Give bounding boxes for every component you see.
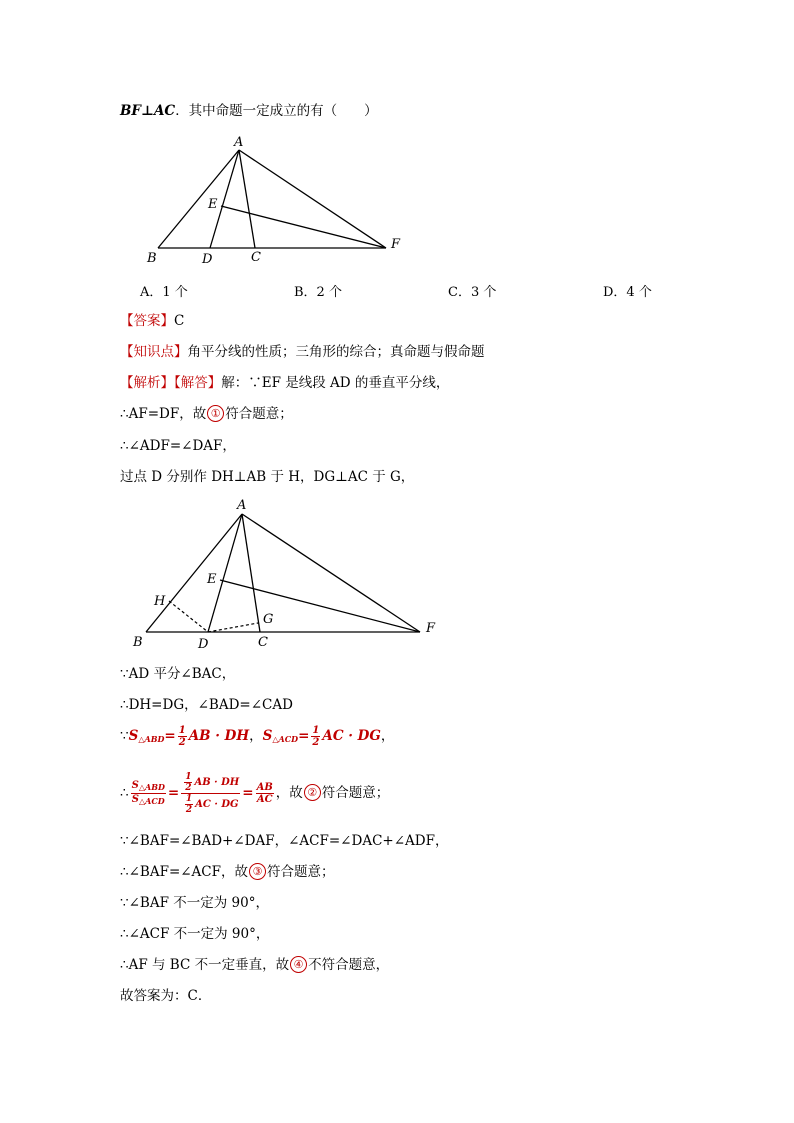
- fig1-label-C: C: [251, 250, 261, 265]
- mid-half-num-2: 1: [185, 794, 193, 804]
- solution-line-14: 故答案为：C．: [120, 988, 212, 1004]
- ratio-fraction-right: [256, 782, 274, 805]
- solution-text-8a: ，故: [275, 785, 303, 801]
- solution-line-7: [120, 723, 394, 752]
- knowledge-value: 角平分线的性质；三角形的综合；真命题与假命题: [187, 344, 485, 360]
- half-fraction-1: [178, 725, 187, 748]
- ratio-den-sub: △ACD: [139, 796, 165, 806]
- half-num-2: 1: [312, 725, 320, 736]
- solution-text-13b: 不符合题意，: [308, 957, 390, 973]
- solution-text-2a: ∴AF=DF，故: [120, 406, 207, 422]
- solution-line-1: [120, 374, 449, 392]
- solution-line-10: [120, 863, 335, 881]
- comma-2: ，: [380, 728, 395, 744]
- figure-1: [140, 132, 420, 267]
- ratio-den-s: S: [131, 794, 140, 805]
- knowledge-label: 【知识点】: [120, 344, 188, 360]
- therefore-symbol: ∴: [120, 785, 129, 801]
- ratio-right-den: AC: [256, 794, 273, 805]
- ratio-mid-num-text: AB · DH: [194, 777, 240, 788]
- fig2-label-F: F: [426, 621, 436, 636]
- option-c: C．3 个: [448, 285, 497, 300]
- fig2-label-H: H: [154, 594, 166, 609]
- option-d: D．4 个: [603, 285, 652, 300]
- ratio-fraction-left: [131, 780, 166, 807]
- ratio-left-den: [131, 794, 166, 807]
- circle-3: ③: [249, 863, 266, 880]
- knowledge-line: [120, 343, 485, 361]
- ratio-right-num: AB: [256, 782, 273, 793]
- equals-3: =: [167, 785, 180, 801]
- because-symbol: ∵: [120, 728, 129, 744]
- fig1-label-E: E: [208, 197, 218, 212]
- area-s-abd-sub: △ABD: [138, 734, 165, 744]
- comma-1: ，: [249, 728, 263, 744]
- solution-text-8b: 符合题意；: [321, 785, 390, 801]
- ratio-num-sub: △ABD: [138, 782, 165, 792]
- fig2-label-C: C: [258, 635, 268, 650]
- option-a: A．1 个: [140, 285, 188, 300]
- area-abd-rhs: AB · DH: [188, 728, 250, 744]
- solution-text-10b: 符合题意；: [267, 864, 335, 880]
- fig2-label-A: A: [237, 498, 247, 513]
- equals-2: =: [298, 728, 310, 744]
- solution-line-8: [120, 770, 389, 816]
- area-s-acd-sub: △ACD: [272, 734, 299, 744]
- solution-line-5: ∵AD 平分∠BAC，: [120, 666, 236, 682]
- fig2-label-B: B: [133, 635, 143, 650]
- ratio-num-s: S: [131, 780, 139, 791]
- fig2-label-G: G: [263, 612, 274, 627]
- solution-line-4: 过点 D 分别作 DH⊥AB 于 H，DG⊥AC 于 G，: [120, 469, 415, 485]
- solution-line-13: [120, 956, 389, 974]
- ratio-mid-num-half: [184, 772, 192, 793]
- fig1-label-A: A: [234, 135, 244, 150]
- mid-half-den-2: 2: [185, 805, 193, 815]
- circle-4: ④: [290, 956, 307, 973]
- option-b: B．2 个: [294, 285, 342, 300]
- answer-label: 【答案】: [120, 313, 174, 329]
- solution-label: 【解析】【解答】: [120, 375, 222, 391]
- solution-text-13a: ∴AF 与 BC 不一定垂直，故: [120, 957, 290, 973]
- fig1-label-F: F: [391, 237, 401, 252]
- ratio-mid-den: [181, 794, 240, 815]
- ratio-mid-den-text: AC · DG: [195, 799, 239, 810]
- ratio-mid-num: [181, 772, 240, 794]
- figure-2: [130, 494, 450, 654]
- solution-line-6: ∴DH=DG，∠BAD=∠CAD: [120, 697, 293, 713]
- area-s-acd: S: [262, 728, 273, 744]
- solution-text-2b: 符合题意；: [225, 406, 293, 422]
- ratio-mid-den-half: [185, 794, 193, 815]
- circle-2: ②: [304, 784, 321, 801]
- half-den-2: 2: [312, 737, 320, 748]
- solution-text-10a: ∴∠BAF=∠ACF，故: [120, 864, 249, 880]
- answer-value: C: [174, 313, 185, 329]
- solution-line-9: ∵∠BAF=∠BAD+∠DAF，∠ACF=∠DAC+∠ADF，: [120, 833, 449, 849]
- circle-1: ①: [207, 405, 224, 422]
- mid-half-den-1: 2: [185, 783, 192, 793]
- half-num-1: 1: [178, 725, 186, 736]
- area-s-abd: S: [128, 728, 139, 744]
- half-fraction-2: [311, 725, 320, 748]
- solution-line-11: ∵∠BAF 不一定为 90°，: [120, 895, 269, 911]
- fig1-label-D: D: [202, 252, 213, 267]
- equals-4: =: [242, 785, 254, 801]
- ratio-fraction-middle: [181, 772, 240, 815]
- solution-line-2: [120, 405, 293, 423]
- mid-half-num-1: 1: [185, 772, 192, 782]
- fig2-label-D: D: [198, 637, 209, 652]
- fig1-label-B: B: [147, 251, 157, 266]
- equals-1: =: [164, 728, 176, 744]
- solution-text-1: 解：∵EF 是线段 AD 的垂直平分线，: [221, 375, 450, 391]
- answer-line: [120, 312, 184, 330]
- half-den-1: 2: [178, 737, 186, 748]
- ratio-left-num: [131, 780, 166, 794]
- area-acd-rhs: AC · DG: [322, 728, 381, 744]
- solution-line-12: ∴∠ACF 不一定为 90°，: [120, 926, 270, 942]
- solution-line-3: ∴∠ADF=∠DAF，: [120, 438, 236, 454]
- question-tail: [120, 102, 378, 120]
- question-math: BF⊥AC: [120, 103, 176, 119]
- question-text: ．其中命题一定成立的有（ ）: [175, 103, 378, 119]
- fig2-label-E: E: [207, 572, 217, 587]
